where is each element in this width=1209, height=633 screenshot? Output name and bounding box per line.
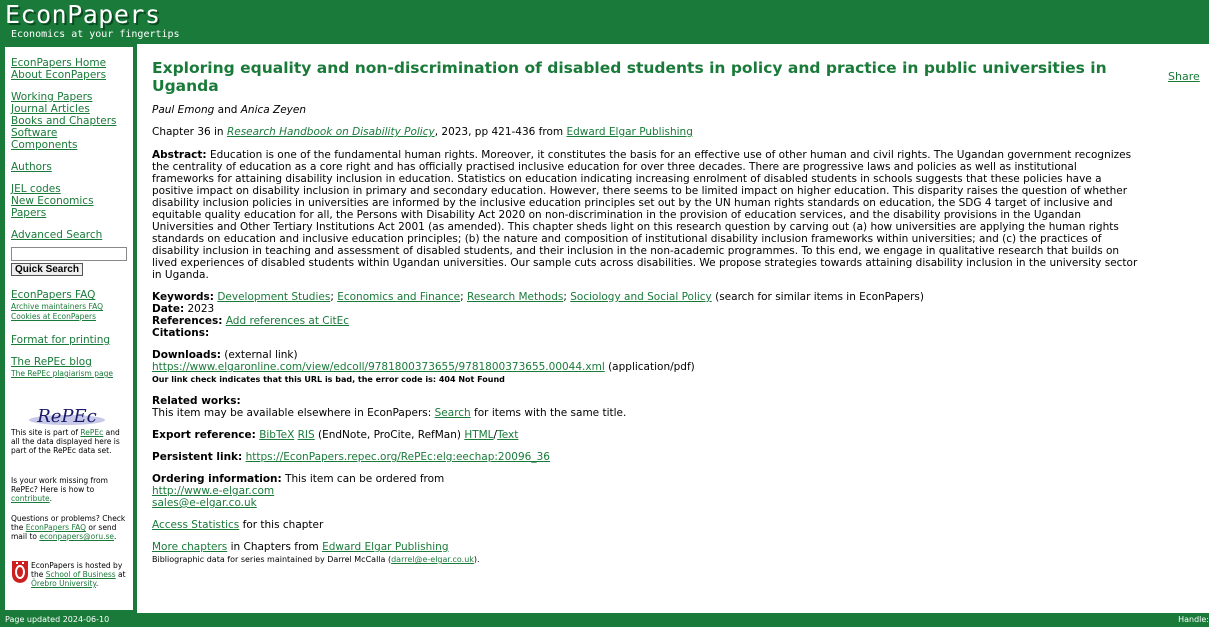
sidebar-link-working-papers[interactable]: Working Papers [11,91,93,103]
abstract [152,149,1142,281]
sidebar-link-maintainers-faq[interactable]: Archive maintainers FAQ [11,302,104,311]
export-reference: Export reference: BibTeX RIS (EndNote, ProCite, RefMan) HTML/Text [152,429,519,441]
book-link[interactable]: Research Handbook on Disability Policy [226,126,435,138]
access-stats-line: Access Statistics for this chapter [152,519,324,531]
keyword-link[interactable]: Economics and Finance [337,291,461,303]
repec-logo-text: RePEc [37,406,97,427]
university-link[interactable]: Örebro University [31,579,96,588]
related-search-link[interactable]: Search [434,407,471,419]
footer-bar [0,613,1209,627]
share-link[interactable]: Share [1168,70,1200,83]
export-ris-link[interactable]: RIS [297,429,315,441]
persistent-url-link[interactable]: https://EconPapers.repec.org/RePEc:elg:eechap:20096_36 [245,451,550,463]
abstract-label: Abstract: [152,149,207,161]
keyword-link[interactable]: Research Methods [467,291,564,303]
hosted-note: EconPapers is hosted by the School of Business at Örebro University. [31,561,126,588]
ordering-email-link[interactable]: sales@e-elgar.co.uk [152,497,257,509]
orebro-university-logo[interactable] [11,560,29,584]
sidebar-link-journal-articles[interactable]: Journal Articles [11,103,90,115]
author-name: Anica Zeyen [240,104,307,116]
keyword-link[interactable]: Development Studies [217,291,331,303]
contribute-note: Is your work missing from RePEc? Here is how to contribute. [11,476,108,503]
quick-search-input[interactable] [11,247,127,261]
sidebar-link-home[interactable]: EconPapers Home [11,57,107,69]
sidebar-link-plagiarism[interactable]: The RePEc plagiarism page [11,369,113,378]
sidebar-group-content [11,91,116,151]
access-statistics-link[interactable]: Access Statistics [152,519,240,531]
sidebar-group-home [11,57,106,81]
sidebar-link-faq[interactable]: EconPapers FAQ [11,289,96,301]
page-title: Exploring equality and non-discrimination of disabled students in policy and practice in public universities in Uganda [152,59,1107,95]
sidebar-link-books-chapters[interactable]: Books and Chapters [11,115,117,127]
sidebar-group-jel [11,183,101,219]
contribute-link[interactable]: contribute [11,494,50,503]
export-text-link[interactable]: Text [497,429,519,441]
download-line: https://www.elgaronline.com/view/edcoll/9781800373655/9781800373655.00044.xml (application/pdf) [152,361,695,373]
sidebar-link-about[interactable]: About EconPapers [11,69,107,81]
school-link[interactable]: School of Business [45,570,116,579]
quick-search-button[interactable]: Quick Search [11,263,83,276]
sidebar-link-advanced-search[interactable]: Advanced Search [11,229,103,241]
sidebar [5,47,133,610]
mail-link[interactable]: econpapers@oru.se [39,532,115,541]
sidebar-group-faq-small [11,302,103,322]
export-html-link[interactable]: HTML [464,429,494,441]
repec-logo[interactable] [27,404,107,428]
download-link[interactable]: https://www.elgaronline.com/view/edcoll/9781800373655/9781800373655.00044.xml [152,361,605,373]
abstract-text: Education is one of the fundamental human rights. Moreover, it constitutes the basis for an effective use of other human and civil rights. The Ugandan government recognizes the centrality of education as a core right and has officially practised inclusive education for over three decades. There are progressive laws and policies as well as institutional frameworks for attaining disability inclusion in education. Statistics on education indicating increasing enrolment of disabled students in schools suggests that these policies have a positive impact on disability inclusion in primary and secondary education. However, there seems to be limited impact on higher education. This disparity raises the question of whether disability inclusion policies in universities are informed by the inclusive education principles set out by the UN human rights standards on education, the SDG 4 target of inclusive and equitable quality education for all, the Persons with Disability Act 2020 on non-discrimination in the provision of education services, and the disability provisions in the Ugandan Universities and Other Tertiary Institutions Act 2001 (as amended). This chapter sheds light on this research question by carving out (a) how universities are applying the human rights standards on education and inclusive education principles; (b) the nature and composition of institutional disability inclusion frameworks within universities; and (c) the practices of disability inclusion in teaching and assessment of disabled students, and their inclusion in the non-academic programmes. To this end, we engage in qualitative research that builds on lived experiences of disabled students within Ugandan universities. Our sample cuts across disabilities. We propose strategies towards attaining disability inclusion in the university sector in Uganda. [152,149,1138,281]
chapter-info: Chapter 36 in Research Handbook on Disability Policy, 2023, pp 421-436 from Edward Elgar Publishing [152,126,693,138]
site-logo[interactable]: EconPapers [5,0,161,29]
related-text: This item may be available elsewhere in EconPapers: Search for items with the same title. [152,407,627,419]
more-chapters-line: More chapters in Chapters from Edward Elgar Publishing [152,541,449,553]
series-publisher-link[interactable]: Edward Elgar Publishing [322,541,449,553]
questions-note: Questions or problems? Check the EconPapers FAQ or send mail to econpapers@oru.se. [11,514,126,541]
add-references-link[interactable]: Add references at CitEc [225,315,350,327]
sidebar-link-format-printing[interactable]: Format for printing [11,334,111,346]
faq-link[interactable]: EconPapers FAQ [25,523,86,532]
site-header [0,0,1209,44]
references-line: References: Add references at CitEc [152,315,350,327]
link-check-note: Our link check indicates that this URL is bad, the error code is: 404 Not Found [152,375,505,384]
export-bibtex-link[interactable]: BibTeX [259,429,295,441]
related-works: Related works: [152,395,241,407]
sidebar-link-software[interactable]: Software Components [11,127,78,151]
persistent-link: Persistent link: https://EconPapers.repec.org/RePEc:elg:eechap:20096_36 [152,451,550,463]
bibliographic-note: Bibliographic data for series maintained by Darrel McCalla (darrel@e-elgar.co.uk). [152,555,480,564]
repec-note: This site is part of RePEc and all the data displayed here is part of the RePEc data set. [11,428,120,455]
sidebar-link-jel[interactable]: JEL codes [11,183,61,195]
keyword-link[interactable]: Sociology and Social Policy [570,291,712,303]
sidebar-link-repec-blog[interactable]: The RePEc blog [11,356,92,368]
sidebar-link-authors[interactable]: Authors [11,161,52,173]
keywords: Keywords: Development Studies; Economics and Finance; Research Methods; Sociology and Social Policy (search for similar items in EconPapers) [152,291,924,303]
ordering-info: Ordering information: This item can be ordered from [152,473,445,485]
author-name: Paul Emong [152,104,215,116]
authors-line: Paul Emong and Anica Zeyen [152,104,307,116]
more-chapters-link[interactable]: More chapters [152,541,228,553]
maintainer-email-link[interactable]: darrel@e-elgar.co.uk [391,555,474,564]
site-tagline: Economics at your fingertips [11,29,180,40]
page-updated: Page updated 2024-06-10 [5,615,110,624]
handle-label: Handle: [1178,615,1209,624]
repec-link[interactable]: RePEc [80,428,104,437]
sidebar-link-cookies[interactable]: Cookies at EconPapers [11,312,97,321]
ordering-url-link[interactable]: http://www.e-elgar.com [152,485,275,497]
citations-line: Citations: [152,327,210,339]
downloads: Downloads: (external link) [152,349,298,361]
date-line: Date: 2023 [152,303,215,315]
sidebar-link-nep[interactable]: New Economics Papers [11,195,94,219]
publisher-link[interactable]: Edward Elgar Publishing [566,126,693,138]
